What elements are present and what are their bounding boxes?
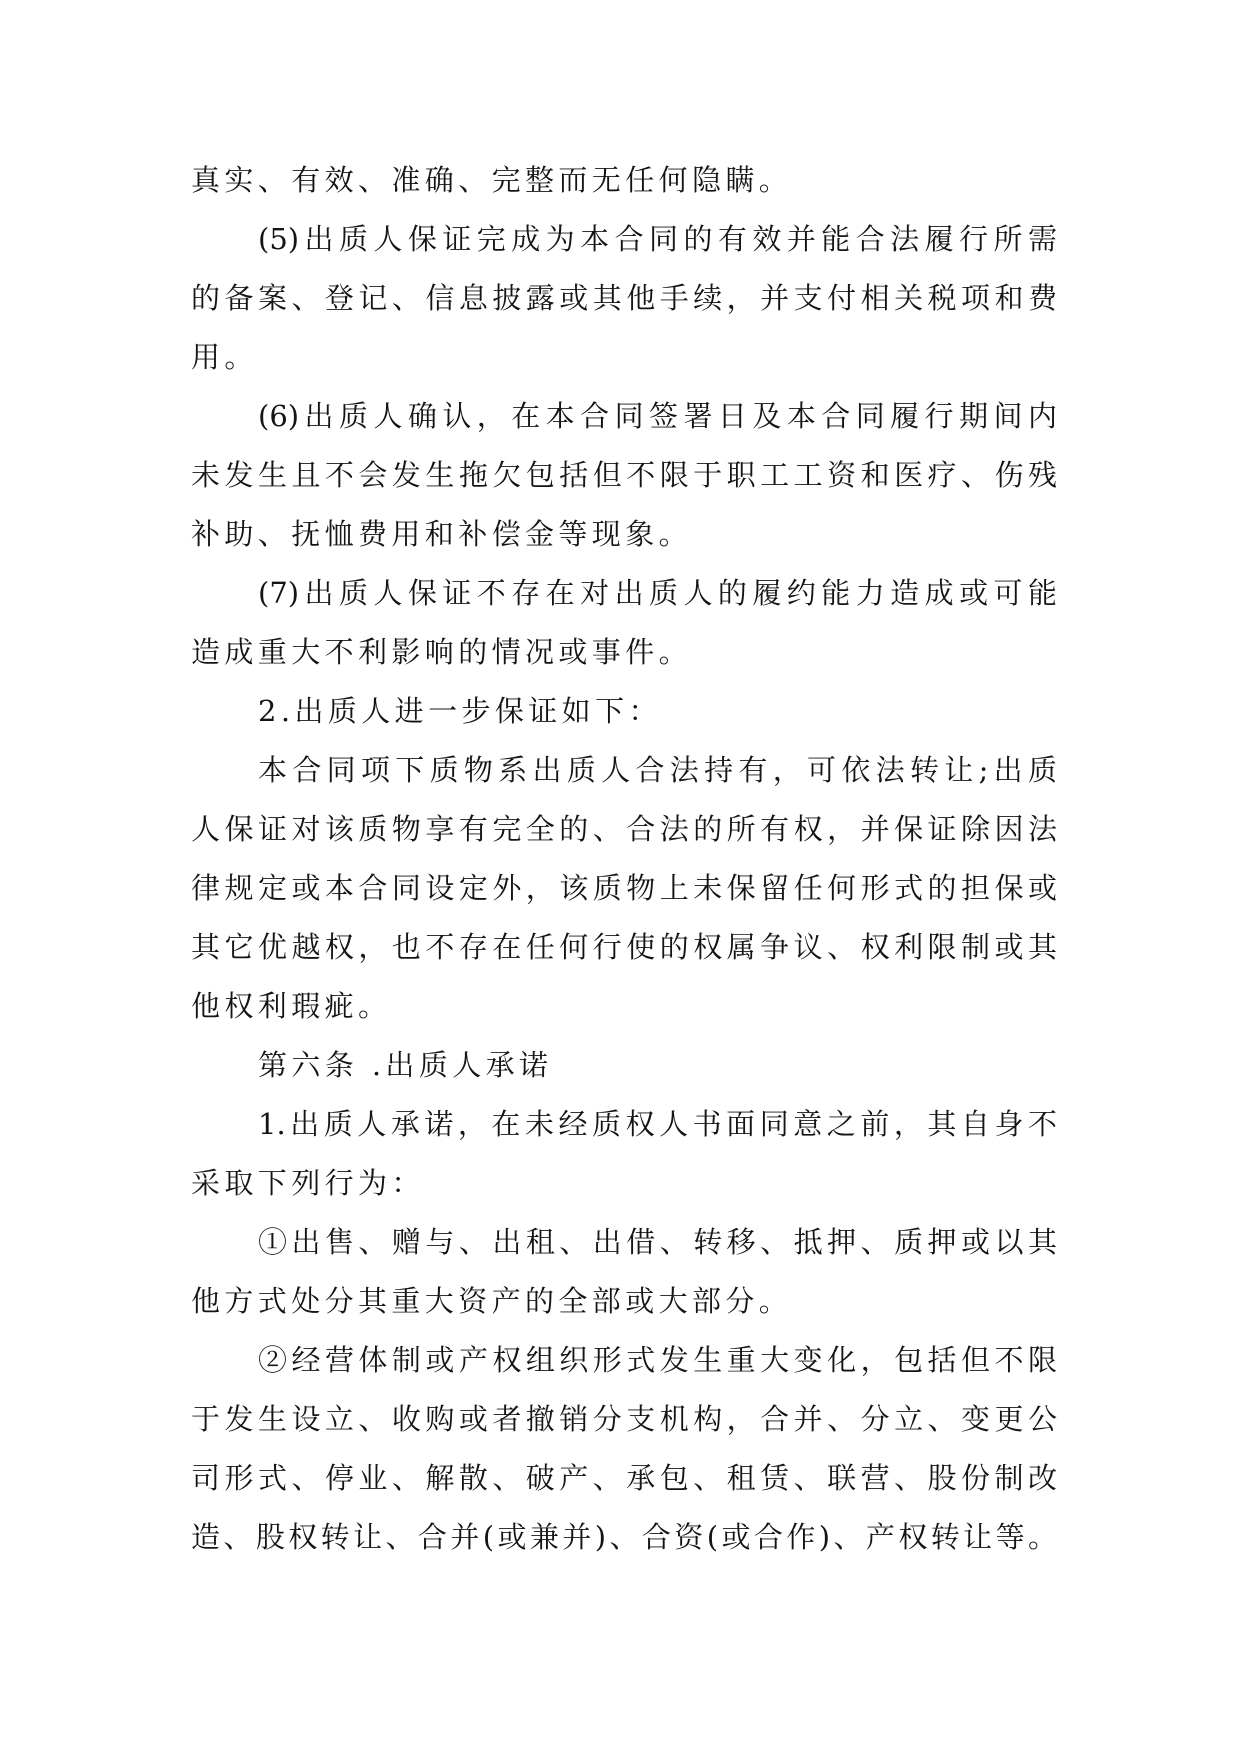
paragraph-continuation	[191, 151, 1057, 210]
section-heading-article-6	[191, 1036, 1057, 1095]
text-line: 采取下列行为：	[191, 1166, 425, 1200]
text-line: ②经营体制或产权组织形式发生重大变化，包括但不限	[258, 1343, 1057, 1377]
paragraph-clause-5	[191, 210, 1057, 387]
text-line: 司形式、停业、解散、破产、承包、租赁、联营、股份制改	[191, 1461, 1057, 1495]
text-line: 他方式处分其重大资产的全部或大部分。	[191, 1284, 793, 1318]
text-line: (6)出质人确认，在本合同签署日及本合同履行期间内	[258, 399, 1057, 433]
text-line: 2.出质人进一步保证如下：	[258, 694, 662, 728]
text-line: 造、股权转让、合并(或兼并)、合资(或合作)、产权转让等。	[191, 1520, 1057, 1554]
paragraph-clause-7	[191, 564, 1057, 682]
paragraph-clause-6	[191, 387, 1057, 564]
paragraph-item-2	[191, 682, 1057, 741]
text-line: 本合同项下质物系出质人合法持有，可依法转让;出质	[258, 753, 1057, 787]
text-line: 人保证对该质物享有完全的、合法的所有权，并保证除因法	[191, 812, 1057, 846]
text-line: 未发生且不会发生拖欠包括但不限于职工工资和医疗、伤残	[191, 458, 1057, 492]
text-line: ①出售、赠与、出租、出借、转移、抵押、质押或以其	[258, 1225, 1057, 1259]
paragraph-sub-item-2	[191, 1331, 1057, 1567]
text-line: 1.出质人承诺，在未经质权人书面同意之前，其自身不	[258, 1107, 1057, 1141]
text-line: 补助、抚恤费用和补偿金等现象。	[191, 517, 693, 551]
text-line: 其它优越权，也不存在任何行使的权属争议、权利限制或其	[191, 930, 1057, 964]
text-line: 他权利瑕疵。	[191, 989, 392, 1023]
text-line: 造成重大不利影响的情况或事件。	[191, 635, 693, 669]
text-line: (5)出质人保证完成为本合同的有效并能合法履行所需	[258, 222, 1057, 256]
paragraph-sub-item-1	[191, 1213, 1057, 1331]
text-line: (7)出质人保证不存在对出质人的履约能力造成或可能	[258, 576, 1057, 610]
text-line: 于发生设立、收购或者撤销分支机构，合并、分立、变更公	[191, 1402, 1057, 1436]
text-line: 用。	[191, 340, 258, 374]
text-line: 的备案、登记、信息披露或其他手续，并支付相关税项和费	[191, 281, 1057, 315]
paragraph-pledge-guarantee	[191, 741, 1057, 1036]
paragraph-item-1	[191, 1095, 1057, 1213]
section-heading: 第六条 .出质人承诺	[258, 1048, 553, 1082]
body-text	[191, 151, 1057, 1567]
text-line: 律规定或本合同设定外，该质物上未保留任何形式的担保或	[191, 871, 1057, 905]
text-line: 真实、有效、准确、完整而无任何隐瞒。	[191, 163, 793, 197]
